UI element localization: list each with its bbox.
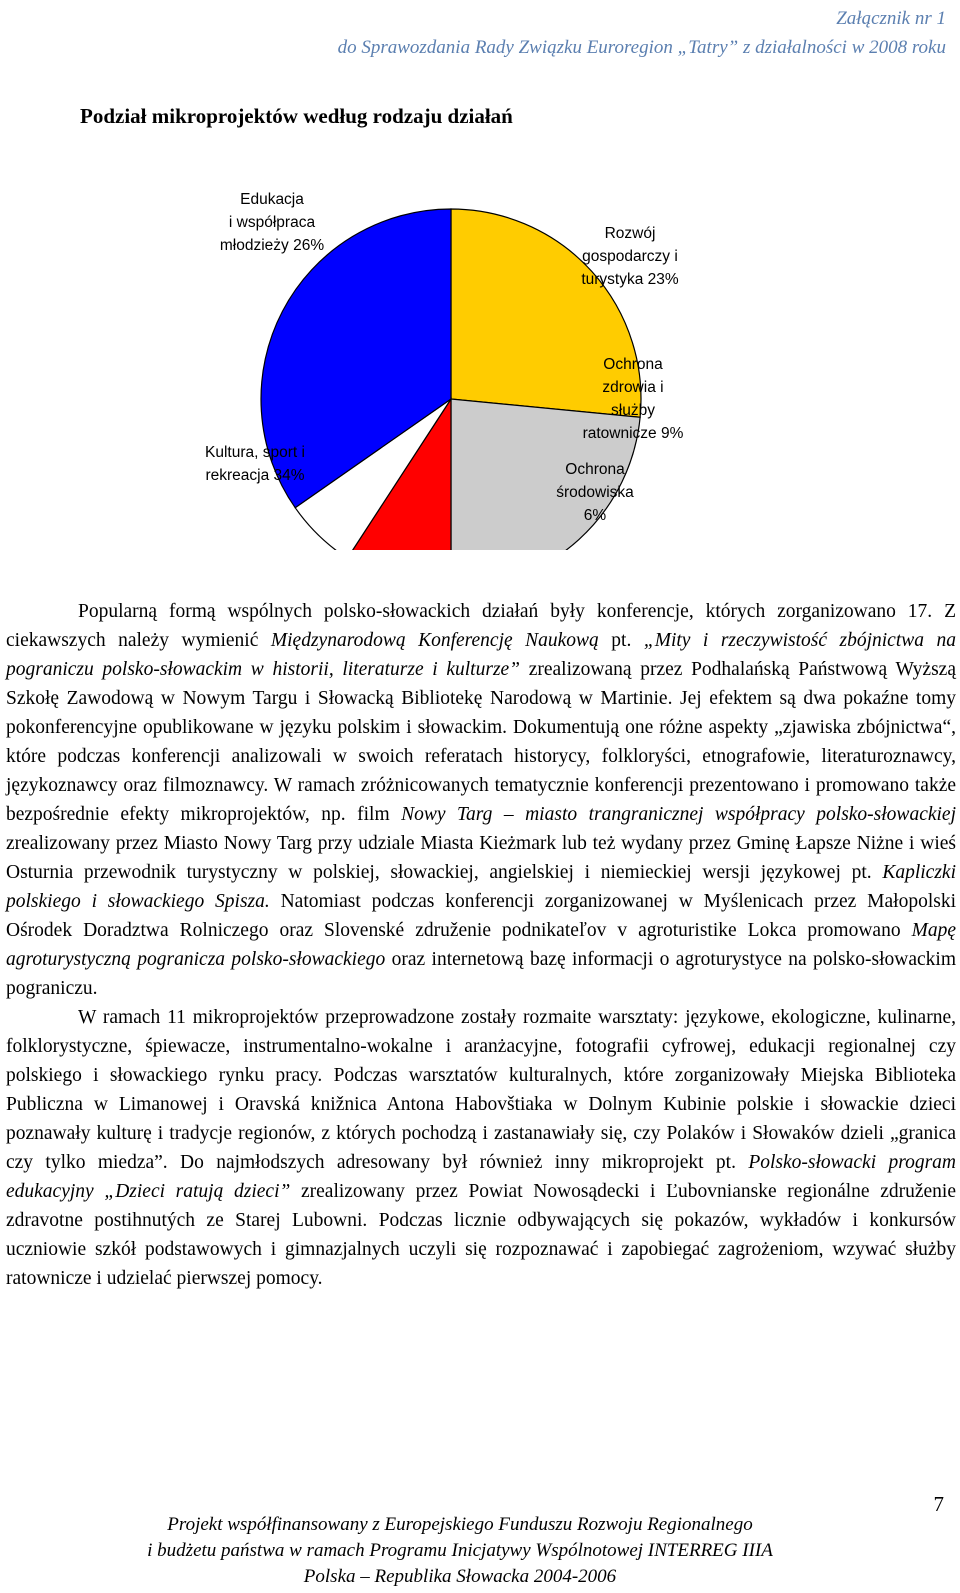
italic-run: Polsko-słowacki program edukacyjny „Dzieci ratują dzieci”	[6, 1152, 957, 1202]
pie-label: Ochrona środowiska 6%	[556, 461, 634, 524]
chart-title: Podział mikroprojektów według rodzaju działań	[80, 104, 513, 128]
page-header	[338, 4, 946, 62]
text-run: Natomiast podczas konferencji zorganizowanej w Myślenicach przez Małopolski Ośrodek Doradztwa Rolniczego oraz Slovenské združenie podnikateľov v agroturistike Lokca promowano	[6, 891, 956, 941]
italic-run: Międzynarodową Konferencję Naukową	[270, 630, 599, 651]
text-run: zrealizowany przez Miasto Nowy Targ przy udziale Miasta Kieżmark lub też wydany przez Gminę Łapsze Niżne i wieś Osturnia przewodnik turystyczny w polskiej, słowackiej, angielskiej i niemieckiej wersji językowej pt.	[6, 833, 956, 883]
page-number: 7	[933, 1492, 944, 1516]
pie-label: Edukacja i współpraca młodzieży 26%	[219, 191, 325, 254]
pie-label: Kultura, sport i rekreacja 34%	[205, 444, 305, 484]
text-run: zrealizowaną przez Podhalańską Państwową Wyższą Szkołę Zawodową w Nowym Targu i Słowacką Bibliotekę Narodową w Martinie. Jej efektem są dwa pokaźne tomy pokonferencyjne opublikowane w języku polskim i słowackim. Dokumentują one różne aspekty „zjawiska zbójnictwa“, które podczas konferencji analizowali w swoich referatach historycy, folkloryści, etnografowie, literaturoznawcy, językoznawcy oraz filmoznawcy. W ramach zróżnicowanych tematycznie konferencji prezentowano i promowano także bezpośrednie efekty mikroprojektów, np. film	[6, 659, 956, 825]
header-annex-number: Załącznik nr 1	[836, 8, 946, 29]
body-paragraph	[6, 1003, 956, 1293]
text-run: Popularną formą wspólnych polsko-słowackich działań były konferencje, których zorganizowano 17. Z ciekawszych należy wymienić	[6, 601, 956, 651]
footer-line-3: Polska – Republika Słowacka 2004-2006	[303, 1566, 617, 1587]
text-run: zrealizowany przez Powiat Nowosądecki i Ľubovnianske regionálne združenie zdravotne postihnutých ze Starej Lubowni. Podczas licznie odbywających się pokazów, wykładów i konkursów uczniowie szkół podstawowych i gimnazjalnych uczyli się rozpoznawać i zapobiegać zagrożeniom, wzywać służby ratownicze i udzielać pierwszej pomocy.	[6, 1181, 956, 1289]
italic-run: „Mity i rzeczywistość zbójnictwa na pograniczu polsko-słowackim w historii, literaturze i kulturze”	[6, 630, 956, 680]
italic-run: Mapę agroturystyczną pogranicza polsko-słowackiego	[6, 920, 956, 970]
italic-run: Kapliczki polskiego i słowackiego Spisza.	[6, 862, 956, 912]
footer-line-1: Projekt współfinansowany z Europejskiego Funduszu Rozwoju Regionalnego	[167, 1514, 753, 1535]
header-report-title: do Sprawozdania Rady Związku Euroregion „Tatry” z działalności w 2008 roku	[337, 37, 946, 58]
footer-line-2: i budżetu państwa w ramach Programu Inicjatywy Wspólnotowej INTERREG IIIA	[147, 1540, 773, 1561]
text-run: pt.	[598, 630, 644, 651]
footer	[0, 1512, 920, 1590]
body-text	[6, 597, 956, 1293]
pie-chart	[0, 180, 960, 550]
italic-run: Nowy Targ – miasto trangranicznej współpracy polsko-słowackiej	[401, 804, 956, 825]
body-paragraph	[6, 597, 956, 1003]
text-run: oraz internetową bazę informacji o agroturystyce na polsko-słowackim pograniczu.	[6, 949, 957, 999]
text-run: W ramach 11 mikroprojektów przeprowadzone zostały rozmaite warsztaty: językowe, ekologiczne, kulinarne, folklorystyczne, śpiewacze, instrumentalno-wokalne i aranżacyjne, fotografii cyfrowej, edukacji regionalnej czy polskiego i słowackiego rynku pracy. Podczas warsztatów kulturalnych, które zorganizowały Miejska Biblioteka Publiczna w Limanowej i Oravská knižnica Antona Habovštiaka w Dolnym Kubinie polskie i słowackie dzieci poznawały kulturę i tradycje regionów, z których pochodzą i zastanawiały się, czy Polaków i Słowaków dzieli „granica czy tylko miedza”. Do najmłodszych adresowany był również inny mikroprojekt pt.	[6, 1007, 956, 1173]
pie-label: Ochrona zdrowia i służby ratownicze 9%	[582, 356, 684, 442]
pie-label: Rozwój gospodarczy i turystyka 23%	[581, 225, 679, 288]
